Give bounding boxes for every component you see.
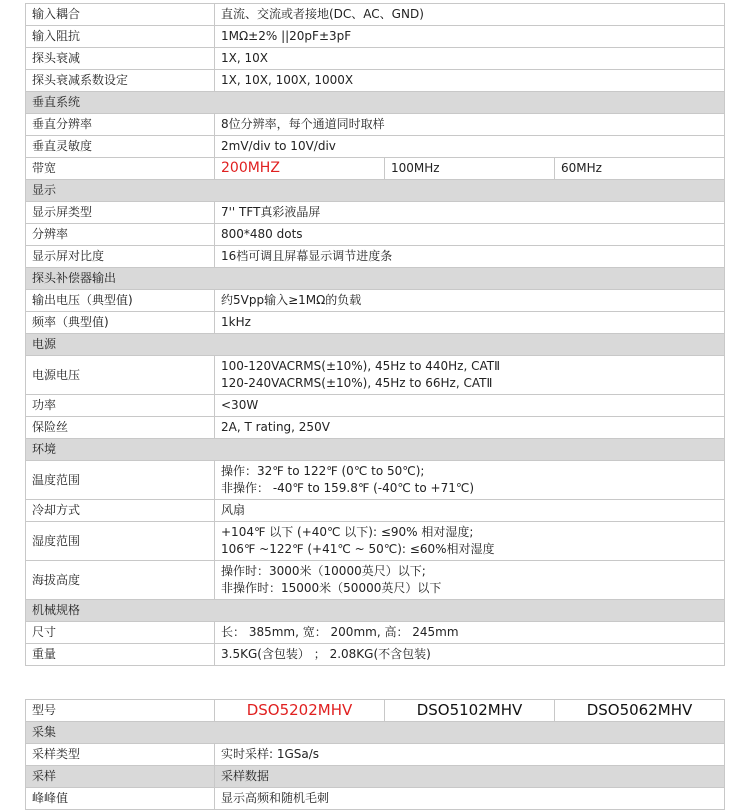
- table-row: [26, 48, 725, 70]
- value-line: 106℉ ~122℉ (+41℃ ~ 50℃): ≤60%相对湿度: [221, 542, 495, 556]
- row-label: 显示屏类型: [26, 202, 215, 224]
- section-header: [26, 180, 725, 202]
- row-value: 1MΩ±2% ||20pF±3pF: [215, 26, 725, 48]
- row-label: 湿度范围: [26, 522, 215, 561]
- row-value: [215, 356, 725, 395]
- row-label: 分辨率: [26, 224, 215, 246]
- table-row: [26, 158, 725, 180]
- table-row: [26, 417, 725, 439]
- section-title: 采集: [26, 722, 725, 744]
- row-label: 海拔高度: [26, 561, 215, 600]
- row-label: 垂直分辨率: [26, 114, 215, 136]
- table-row: [26, 561, 725, 600]
- table-row: [26, 461, 725, 500]
- row-value: 显示高频和随机毛刺: [215, 788, 725, 810]
- row-value: 长： 385mm, 宽： 200mm, 高： 245mm: [215, 622, 725, 644]
- row-value: <30W: [215, 395, 725, 417]
- value-line: 120-240VACRMS(±10%), 45Hz to 66Hz, CATⅡ: [221, 376, 493, 390]
- section-header: [26, 600, 725, 622]
- model-1: DSO5202MHV: [215, 700, 385, 722]
- table-row: [26, 395, 725, 417]
- table-row: [26, 224, 725, 246]
- row-label: 垂直灵敏度: [26, 136, 215, 158]
- row-label: 探头衰减: [26, 48, 215, 70]
- table-row: [26, 788, 725, 810]
- row-label: 探头衰减系数设定: [26, 70, 215, 92]
- row-label: 型号: [26, 700, 215, 722]
- row-value: 16档可调且屏幕显示调节进度条: [215, 246, 725, 268]
- table-row: [26, 202, 725, 224]
- value-line: 操作时：3000米（10000英尺）以下;: [221, 564, 426, 578]
- section-header: [26, 334, 725, 356]
- row-value: 风扇: [215, 500, 725, 522]
- row-value: 800*480 dots: [215, 224, 725, 246]
- row-label: 显示屏对比度: [26, 246, 215, 268]
- value-line: 100-120VACRMS(±10%), 45Hz to 440Hz, CATⅡ: [221, 359, 500, 373]
- row-value: 2A, T rating, 250V: [215, 417, 725, 439]
- row-value: 1kHz: [215, 312, 725, 334]
- table-row: [26, 26, 725, 48]
- row-label: 功率: [26, 395, 215, 417]
- row-label: 频率（典型值): [26, 312, 215, 334]
- section-title: 探头补偿器输出: [26, 268, 725, 290]
- row-label: 采样类型: [26, 744, 215, 766]
- section-header: [26, 722, 725, 744]
- table-row: [26, 246, 725, 268]
- section-header: [26, 766, 725, 788]
- row-label: 采样: [26, 766, 215, 788]
- row-value: 1X, 10X, 100X, 1000X: [215, 70, 725, 92]
- row-value: 实时采样: 1GSa/s: [215, 744, 725, 766]
- value-line: 操作：32℉ to 122℉ (0℃ to 50℃);: [221, 464, 425, 478]
- row-value: [215, 522, 725, 561]
- table-row: [26, 356, 725, 395]
- row-label: 输出电压（典型值): [26, 290, 215, 312]
- row-value: 3.5KG(含包装） ； 2.08KG(不含包装): [215, 644, 725, 666]
- row-value: 采样数据: [215, 766, 725, 788]
- table-row: [26, 744, 725, 766]
- table-row: [26, 500, 725, 522]
- section-title: 环境: [26, 439, 725, 461]
- table-row: [26, 4, 725, 26]
- model-header-row: [26, 700, 725, 722]
- table-row: [26, 290, 725, 312]
- table-row: [26, 644, 725, 666]
- row-value: 2mV/div to 10V/div: [215, 136, 725, 158]
- row-label: 温度范围: [26, 461, 215, 500]
- model-2: DSO5102MHV: [385, 700, 555, 722]
- row-label: 保险丝: [26, 417, 215, 439]
- row-label: 峰峰值: [26, 788, 215, 810]
- model-3: DSO5062MHV: [555, 700, 725, 722]
- table-row: [26, 312, 725, 334]
- row-label: 重量: [26, 644, 215, 666]
- bandwidth-value-2: 100MHz: [385, 158, 555, 180]
- section-header: [26, 268, 725, 290]
- section-title: 显示: [26, 180, 725, 202]
- section-title: 电源: [26, 334, 725, 356]
- table-row: [26, 622, 725, 644]
- row-value: 1X, 10X: [215, 48, 725, 70]
- value-line: 非操作时：15000米（50000英尺）以下: [221, 581, 442, 595]
- row-value: 约5Vpp输入≥1MΩ的负载: [215, 290, 725, 312]
- table-row: [26, 522, 725, 561]
- row-label: 电源电压: [26, 356, 215, 395]
- value-line: +104℉ 以下 (+40℃ 以下): ≤90% 相对湿度;: [221, 525, 474, 539]
- row-label: 尺寸: [26, 622, 215, 644]
- row-label: 冷却方式: [26, 500, 215, 522]
- section-title: 机械规格: [26, 600, 725, 622]
- row-value: [215, 561, 725, 600]
- row-value: 8位分辨率，每个通道同时取样: [215, 114, 725, 136]
- row-label: 输入阻抗: [26, 26, 215, 48]
- row-label: 输入耦合: [26, 4, 215, 26]
- row-value: [215, 461, 725, 500]
- section-title: 垂直系统: [26, 92, 725, 114]
- table-row: [26, 114, 725, 136]
- row-label: 带宽: [26, 158, 215, 180]
- spec-table-main: [25, 3, 725, 666]
- spec-table-models: [25, 699, 725, 810]
- bandwidth-value-3: 60MHz: [555, 158, 725, 180]
- value-line: 非操作： -40℉ to 159.8℉ (-40℃ to +71℃): [221, 481, 475, 495]
- row-value: 7'' TFT真彩液晶屏: [215, 202, 725, 224]
- bandwidth-value-1: 200MHZ: [215, 158, 385, 180]
- table-row: [26, 70, 725, 92]
- table-row: [26, 136, 725, 158]
- section-header: [26, 439, 725, 461]
- row-value: 直流、交流或者接地(DC、AC、GND): [215, 4, 725, 26]
- section-header: [26, 92, 725, 114]
